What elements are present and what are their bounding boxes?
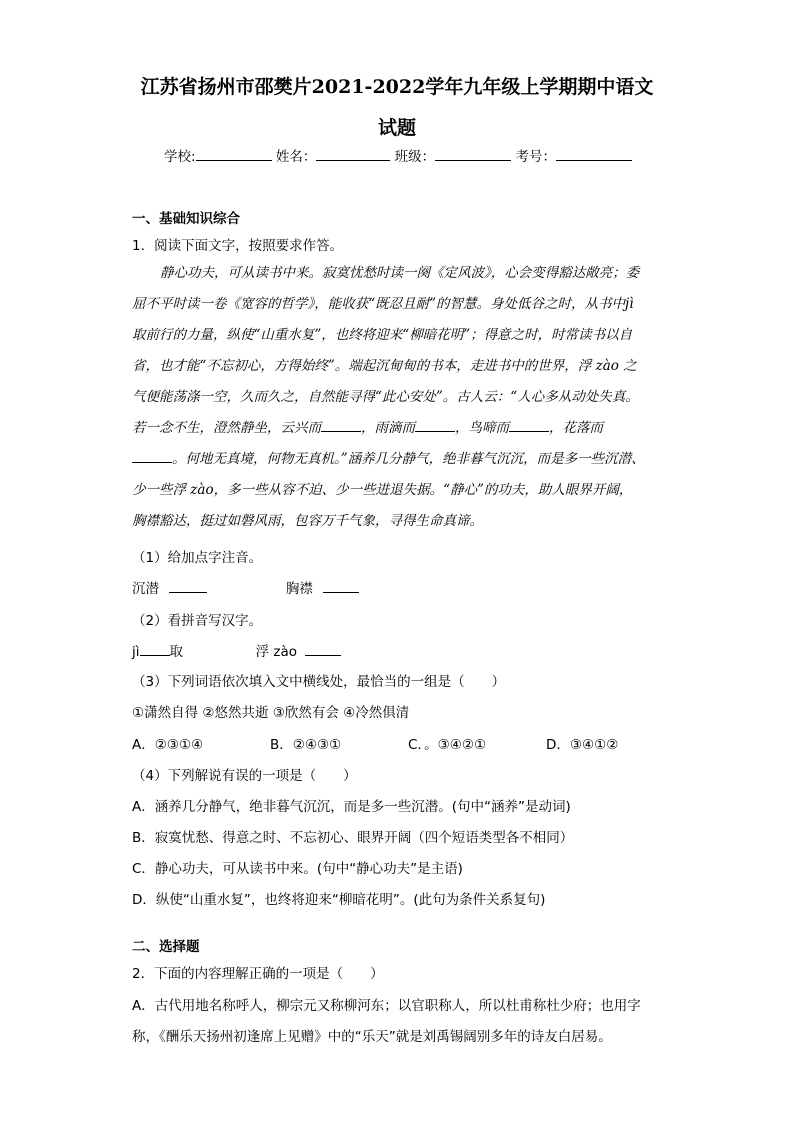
passage-line: 取前行的力量，纵使“山重水复”，也终将迎来“柳暗花明”；得意之时，时常读书以自 <box>132 327 633 343</box>
answer-blank[interactable] <box>323 580 359 593</box>
passage-line: 气便能荡涤一空，久而久之，自然能寻得“此心安处”。古人云：“人心多从动处失真。 <box>132 389 639 405</box>
exam-number-label: 考号： <box>515 149 556 165</box>
fill-blank[interactable] <box>415 419 455 432</box>
option-b[interactable]: B．②④③① <box>270 737 342 753</box>
passage-line: 静心功夫，可从读书中来。寂寞忧愁时读一阕《定风波》，心会变得豁达敞亮；委 <box>160 265 640 281</box>
section-heading: 二、选择题 <box>132 939 200 955</box>
passage-line: 少一些浮 zào，多一些从容不迫、少一些进退失据。“静心”的功夫，助人眼界开阔， <box>132 482 633 498</box>
section-heading: 一、基础知识综合 <box>132 211 240 227</box>
option-d[interactable]: D．纵使“山重水复”，也终将迎来“柳暗花明”。(此句为条件关系复句) <box>132 892 546 908</box>
subquestion: （2）看拼音写汉字。 <box>132 613 263 629</box>
passage-fragment: ，花落而 <box>549 420 603 436</box>
class-label: 班级： <box>394 149 436 165</box>
passage-fragment: ，雨滴而 <box>361 420 415 436</box>
school-blank[interactable] <box>196 148 272 161</box>
name-blank[interactable] <box>316 148 390 161</box>
class-blank[interactable] <box>435 148 511 161</box>
pinyin-answer-row <box>132 577 359 597</box>
option-c[interactable]: C．静心功夫，可从读书中来。(句中“静心功夫”是主语) <box>132 861 463 877</box>
option-d[interactable]: D．③④①② <box>546 737 619 753</box>
word-options: ①潇然自得 ②悠然共逝 ③欣然有会 ④冷然俱清 <box>132 705 410 721</box>
word-prompt: 取 <box>169 644 184 660</box>
option-a[interactable]: A．涵养几分静气，绝非暮气沉沉，而是多一些沉潜。(句中“涵养”是动词) <box>132 799 571 815</box>
reading-passage <box>132 258 670 537</box>
option-a-continued: 称，《酬乐天扬州初逢席上见赠》中的“乐天”就是刘禹锡阔别多年的诗友白居易。 <box>132 1029 612 1045</box>
passage-fragment: ，鸟啼而 <box>455 420 509 436</box>
fill-blank[interactable] <box>509 419 549 432</box>
passage-fragment: 若一念不生，澄然静坐，云兴而 <box>132 420 321 436</box>
passage-line-with-blank <box>132 444 670 475</box>
answer-blank[interactable] <box>140 643 170 656</box>
exam-title: 江苏省扬州市邵樊片2021-2022学年九年级上学期期中语文 <box>140 76 654 98</box>
fill-blank[interactable] <box>132 450 172 463</box>
option-c[interactable]: C．。③④②① <box>408 737 487 753</box>
pinyin-prompt: jì <box>132 644 140 660</box>
question-stem: 2．下面的内容理解正确的一项是（ ） <box>132 966 384 982</box>
name-label: 姓名： <box>275 149 317 165</box>
fill-blank[interactable] <box>321 419 361 432</box>
exam-title-continued: 试题 <box>377 117 416 139</box>
passage-fragment: 。何地无真境，何物无真机。”涵养几分静气，绝非暮气沉沉，而是多一些沉潜、 <box>172 451 645 467</box>
passage-line: 屈不平时读一卷《宽容的哲学》，能收获“既忍且耐”的智慧。身处低谷之时，从书中jì <box>132 296 634 312</box>
passage-line-with-blanks <box>132 413 670 444</box>
school-label: 学校: <box>164 149 196 165</box>
pinyin-prompt: 浮 zào <box>255 644 298 660</box>
answer-blank[interactable] <box>305 643 341 656</box>
question-stem: 1．阅读下面文字，按照要求作答。 <box>132 238 344 254</box>
exam-number-blank[interactable] <box>556 148 632 161</box>
hanzi-answer-row <box>132 640 341 660</box>
passage-line: 胸襟豁达，挺过如磐风雨，包容万千气象，寻得生命真谛。 <box>132 513 483 529</box>
student-info-row <box>164 145 632 165</box>
subquestion: （1）给加点字注音。 <box>132 550 263 566</box>
word-prompt: 沉潜 <box>132 581 159 597</box>
option-a[interactable]: A．②③①④ <box>132 737 204 753</box>
word-prompt: 胸襟 <box>285 581 313 597</box>
choice-options <box>132 733 618 753</box>
passage-line: 省，也才能“不忘初心，方得始终”。端起沉甸甸的书本，走进书中的世界，浮 zào 之 <box>132 358 637 374</box>
option-a[interactable]: A．古代用地名称呼人，柳宗元又称柳河东；以官职称人，所以杜甫称杜少府；也用字 <box>132 998 641 1014</box>
subquestion: （3）下列词语依次填入文中横线处，最恰当的一组是（ ） <box>132 674 506 690</box>
answer-blank[interactable] <box>169 580 207 593</box>
option-b[interactable]: B．寂寞忧愁、得意之时、不忘初心、眼界开阔（四个短语类型各不相同） <box>132 830 574 846</box>
subquestion: （4）下列解说有误的一项是（ ） <box>132 768 357 784</box>
